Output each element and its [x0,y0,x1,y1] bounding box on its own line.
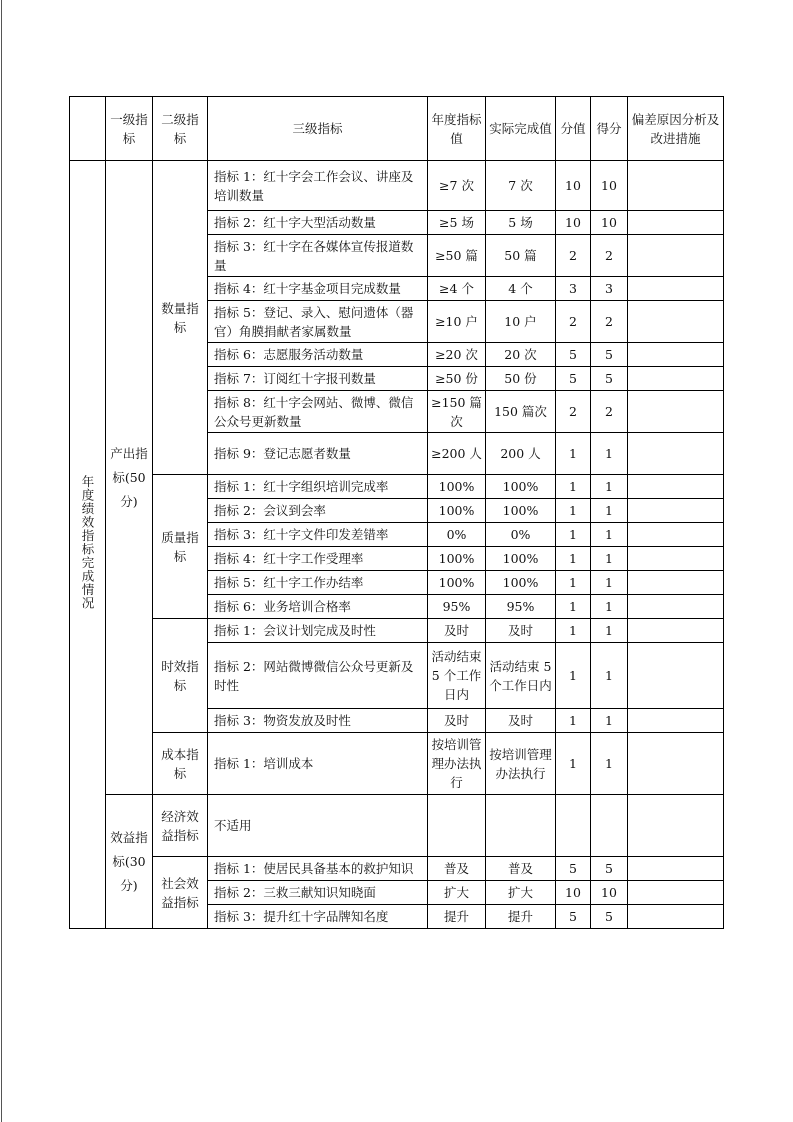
subgroup-social: 社会效益指标 [153,857,208,929]
score-cell: 5 [591,857,628,881]
score-cell: 1 [591,643,628,709]
indicator-cell: 指标 6：业务培训合格率 [208,595,428,619]
table-row [70,475,724,499]
score-cell: 1 [591,523,628,547]
score-value-cell: 10 [556,881,591,905]
subgroup-quantity: 数量指标 [153,161,208,475]
actual-cell: 10 户 [486,301,556,343]
score-cell: 5 [591,367,628,391]
deviation-cell [628,619,724,643]
actual-cell: 50 份 [486,367,556,391]
indicator-cell: 指标 2：三救三献知识知晓面 [208,881,428,905]
section-label: 年度绩效指标完成情况 [80,474,95,610]
score-value-cell: 10 [556,211,591,235]
score-value-cell: 2 [556,235,591,277]
indicator-cell: 指标 1：培训成本 [208,733,428,795]
actual-cell: 活动结束 5 个工作日内 [486,643,556,709]
indicator-cell: 指标 1：会议计划完成及时性 [208,619,428,643]
indicator-cell: 指标 8：红十字会网站、微博、微信公众号更新数量 [208,391,428,433]
target-cell: 100% [428,571,486,595]
indicator-cell: 指标 9：登记志愿者数量 [208,433,428,475]
deviation-cell [628,235,724,277]
score-cell: 1 [591,475,628,499]
score-cell: 1 [591,433,628,475]
score-value-cell [556,795,591,857]
actual-cell: 提升 [486,905,556,929]
score-cell [591,795,628,857]
indicator-cell: 指标 7：订阅红十字报刊数量 [208,367,428,391]
actual-cell: 20 次 [486,343,556,367]
deviation-cell [628,211,724,235]
subgroup-economic: 经济效益指标 [153,795,208,857]
actual-cell: 按培训管理办法执行 [486,733,556,795]
target-cell: 及时 [428,709,486,733]
indicator-cell: 指标 3：提升红十字品牌知名度 [208,905,428,929]
score-cell: 5 [591,343,628,367]
actual-cell: 4 个 [486,277,556,301]
indicator-cell: 指标 3：红十字文件印发差错率 [208,523,428,547]
actual-cell: 150 篇次 [486,391,556,433]
subgroup-timeliness: 时效指标 [153,619,208,733]
target-cell: 95% [428,595,486,619]
actual-cell: 100% [486,499,556,523]
deviation-cell [628,571,724,595]
score-value-cell: 1 [556,547,591,571]
score-cell: 1 [591,733,628,795]
target-cell: ≥50 篇 [428,235,486,277]
target-cell: ≥20 次 [428,343,486,367]
indicator-cell: 指标 1：使居民具备基本的救护知识 [208,857,428,881]
indicator-cell: 指标 5：红十字工作办结率 [208,571,428,595]
header-level2: 二级指标 [153,97,208,161]
actual-cell: 扩大 [486,881,556,905]
performance-indicator-table [69,96,724,929]
score-value-cell: 1 [556,433,591,475]
score-value-cell: 5 [556,905,591,929]
score-value-cell: 2 [556,391,591,433]
indicator-cell: 指标 4：红十字基金项目完成数量 [208,277,428,301]
score-cell: 10 [591,161,628,211]
score-value-cell: 1 [556,709,591,733]
deviation-cell [628,733,724,795]
target-cell: ≥7 次 [428,161,486,211]
score-value-cell: 1 [556,475,591,499]
target-cell: 及时 [428,619,486,643]
deviation-cell [628,343,724,367]
indicator-cell: 指标 3：物资发放及时性 [208,709,428,733]
actual-cell: 普及 [486,857,556,881]
table-row [70,795,724,857]
score-value-cell: 1 [556,571,591,595]
deviation-cell [628,795,724,857]
header-section [70,97,106,161]
actual-cell: 100% [486,547,556,571]
group-output: 产出指标(50分) [106,161,153,795]
deviation-cell [628,523,724,547]
deviation-cell [628,709,724,733]
actual-cell: 95% [486,595,556,619]
score-cell: 2 [591,235,628,277]
deviation-cell [628,475,724,499]
actual-cell: 5 场 [486,211,556,235]
header-row [70,97,724,161]
target-cell [428,795,486,857]
indicator-cell: 指标 6：志愿服务活动数量 [208,343,428,367]
target-cell: ≥50 份 [428,367,486,391]
header-score: 得分 [591,97,628,161]
deviation-cell [628,547,724,571]
target-cell: 100% [428,499,486,523]
actual-cell: 200 人 [486,433,556,475]
indicator-cell: 指标 2：会议到会率 [208,499,428,523]
actual-cell: 及时 [486,619,556,643]
target-cell: ≥5 场 [428,211,486,235]
target-cell: 按培训管理办法执行 [428,733,486,795]
indicator-cell: 指标 2：网站微博微信公众号更新及时性 [208,643,428,709]
group-benefit: 效益指标(30分) [106,795,153,929]
score-cell: 2 [591,301,628,343]
subgroup-cost: 成本指标 [153,733,208,795]
table-row [70,733,724,795]
score-value-cell: 3 [556,277,591,301]
score-cell: 5 [591,905,628,929]
deviation-cell [628,161,724,211]
table-row [70,619,724,643]
indicator-cell: 指标 5：登记、录入、慰问遗体（器官）角膜捐献者家属数量 [208,301,428,343]
header-level3: 三级指标 [208,97,428,161]
score-cell: 1 [591,709,628,733]
actual-cell: 0% [486,523,556,547]
score-value-cell: 1 [556,733,591,795]
header-level1: 一级指标 [106,97,153,161]
indicator-cell: 不适用 [208,795,428,857]
target-cell: ≥4 个 [428,277,486,301]
actual-cell: 7 次 [486,161,556,211]
indicator-cell: 指标 1：红十字组织培训完成率 [208,475,428,499]
target-cell: ≥10 户 [428,301,486,343]
actual-cell: 100% [486,475,556,499]
score-cell: 10 [591,881,628,905]
actual-cell: 50 篇 [486,235,556,277]
indicator-cell: 指标 3：红十字在各媒体宣传报道数量 [208,235,428,277]
header-score-value: 分值 [556,97,591,161]
deviation-cell [628,433,724,475]
score-cell: 2 [591,391,628,433]
score-value-cell: 5 [556,857,591,881]
table-row [70,857,724,881]
deviation-cell [628,857,724,881]
indicator-cell: 指标 2：红十字大型活动数量 [208,211,428,235]
target-cell: 0% [428,523,486,547]
table-row [70,161,724,211]
deviation-cell [628,905,724,929]
deviation-cell [628,367,724,391]
target-cell: 100% [428,475,486,499]
actual-cell: 100% [486,571,556,595]
target-cell: 普及 [428,857,486,881]
target-cell: ≥150 篇次 [428,391,486,433]
page-edge-line [1,0,2,1122]
score-cell: 1 [591,499,628,523]
header-deviation: 偏差原因分析及改进措施 [628,97,724,161]
target-cell: 活动结束 5 个工作日内 [428,643,486,709]
header-target: 年度指标值 [428,97,486,161]
score-value-cell: 2 [556,301,591,343]
deviation-cell [628,499,724,523]
score-cell: 3 [591,277,628,301]
score-cell: 1 [591,571,628,595]
score-cell: 1 [591,595,628,619]
score-cell: 1 [591,619,628,643]
actual-cell [486,795,556,857]
score-value-cell: 1 [556,643,591,709]
score-cell: 1 [591,547,628,571]
subgroup-quality: 质量指标 [153,475,208,619]
section-label-cell [70,161,106,929]
deviation-cell [628,643,724,709]
deviation-cell [628,595,724,619]
target-cell: 100% [428,547,486,571]
score-value-cell: 5 [556,343,591,367]
deviation-cell [628,301,724,343]
target-cell: 扩大 [428,881,486,905]
score-value-cell: 10 [556,161,591,211]
deviation-cell [628,391,724,433]
deviation-cell [628,881,724,905]
indicator-cell: 指标 4：红十字工作受理率 [208,547,428,571]
indicator-cell: 指标 1：红十字会工作会议、讲座及培训数量 [208,161,428,211]
score-value-cell: 1 [556,619,591,643]
score-value-cell: 1 [556,523,591,547]
actual-cell: 及时 [486,709,556,733]
score-value-cell: 1 [556,595,591,619]
score-cell: 10 [591,211,628,235]
deviation-cell [628,277,724,301]
target-cell: ≥200 人 [428,433,486,475]
score-value-cell: 1 [556,499,591,523]
header-actual: 实际完成值 [486,97,556,161]
target-cell: 提升 [428,905,486,929]
score-value-cell: 5 [556,367,591,391]
